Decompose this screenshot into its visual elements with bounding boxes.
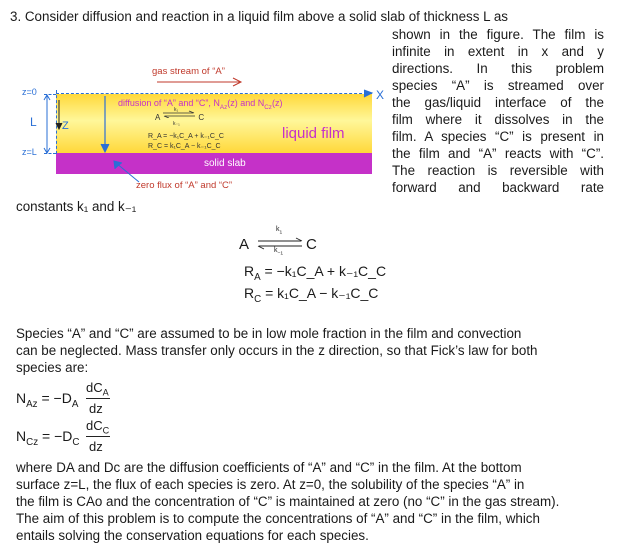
para2-line3: the film is CAo and the concentration of “C” is maintained at zero (no “C” in the gas stream). — [16, 494, 560, 509]
figure-k1: k₁ — [174, 107, 179, 113]
fick-C-denominator: dz — [89, 439, 103, 454]
right-col-line-8: the film and “A” reacts with “C”. — [392, 146, 604, 161]
right-col-line-10: forward and backward rate — [392, 180, 604, 195]
eq-km1: $k_{-1}$ — [274, 247, 284, 257]
diffusion-down-arrow-icon — [100, 96, 110, 154]
solid-slab-label: solid slab — [204, 158, 246, 169]
z0-label: z=0 — [22, 87, 37, 97]
fick-law-C: $N_{Cz} = -D_C$ — [16, 428, 80, 448]
eq-A: A — [239, 236, 250, 253]
x-axis-arrow-icon — [362, 89, 374, 99]
fick-A-denominator: dz — [89, 401, 103, 416]
constants-line: constants k₁ and k₋₁ — [16, 199, 137, 214]
right-col-line-7: film. A species “C” is present in — [392, 129, 604, 144]
para2-line5: entails solving the conservation equations for each species. — [16, 528, 369, 543]
thickness-L-label: L — [30, 115, 37, 129]
zero-flux-label: zero flux of “A” and “C” — [136, 180, 233, 191]
fick-C-numerator: $dC_C$ — [86, 418, 110, 436]
para2-line4: The aim of this problem is to compute the concentrations of “A” and “C” in the film, which — [16, 511, 540, 526]
right-col-line-6: film where it dissolves in the — [392, 112, 604, 127]
problem-intro-line: 3. Consider diffusion and reaction in a liquid film above a solid slab of thickness L as — [10, 9, 508, 24]
fick-C-fraction-bar — [86, 436, 110, 437]
eq-C: C — [306, 236, 317, 253]
eq-rate-RC: $R_C$ = k₁C_A − k₋₁C_C — [244, 285, 379, 305]
gas-stream-label: gas stream of “A” — [152, 66, 225, 77]
right-col-line-1: shown in the figure. The film is — [392, 27, 604, 42]
interface-dashed-line — [56, 93, 372, 94]
fick-A-fraction-bar — [86, 398, 110, 399]
fick-law-A: $N_{Az} = -D_A$ — [16, 390, 79, 410]
fick-A-numerator: $dC_A$ — [86, 380, 109, 398]
para2-line1: where DA and Dc are the diffusion coefficients of “A” and “C” in the film. At the bottom — [16, 460, 522, 475]
diagram-figure — [0, 60, 390, 195]
para1-line2: can be neglected. Mass transfer only occurs in the z direction, so that Fick’s law for both — [16, 343, 538, 358]
z-axis-label: Z — [62, 120, 69, 132]
figure-rate-RC: R_C = k₁C_A − k₋₁C_C — [148, 143, 221, 150]
right-col-line-2: infinite in extent in x and y — [392, 44, 604, 59]
figure-equilibrium-arrows-icon — [162, 110, 196, 118]
x-axis-label: X — [376, 88, 385, 102]
para1-line3: species are: — [16, 360, 89, 375]
eq-k1: $k_1$ — [276, 226, 283, 236]
thickness-arrow-icon — [42, 94, 52, 154]
para2-line2: surface z=L, the flux of each species is zero. At z=0, the solubility of the species “A” in — [16, 477, 525, 492]
eq-rate-RA: $R_A$ = −k₁C_A + k₋₁C_C — [244, 263, 387, 283]
figure-rate-RA: R_A = −k₁C_A + k₋₁C_C — [148, 133, 224, 140]
figure-km1: k₋₁ — [173, 121, 180, 127]
figure-reaction: A C — [155, 112, 204, 122]
liquid-film-label: liquid film — [282, 125, 345, 142]
diffusion-label: diffusion of “A” and “C”, $N_{Az}(z)$ and $N_{Cz}(z)$ — [118, 98, 283, 111]
gas-stream-arrow-icon — [155, 77, 245, 87]
zL-label: z=L — [22, 147, 37, 157]
right-col-line-9: The reaction is reversible with — [392, 163, 604, 178]
right-col-line-4: species “A” is streamed over — [392, 78, 604, 93]
para1-line1: Species “A” and “C” are assumed to be in low mole fraction in the film and convection — [16, 326, 522, 341]
right-col-line-5: the gas/liquid interface of the — [392, 95, 604, 110]
right-col-line-3: directions. In this problem — [392, 61, 604, 76]
